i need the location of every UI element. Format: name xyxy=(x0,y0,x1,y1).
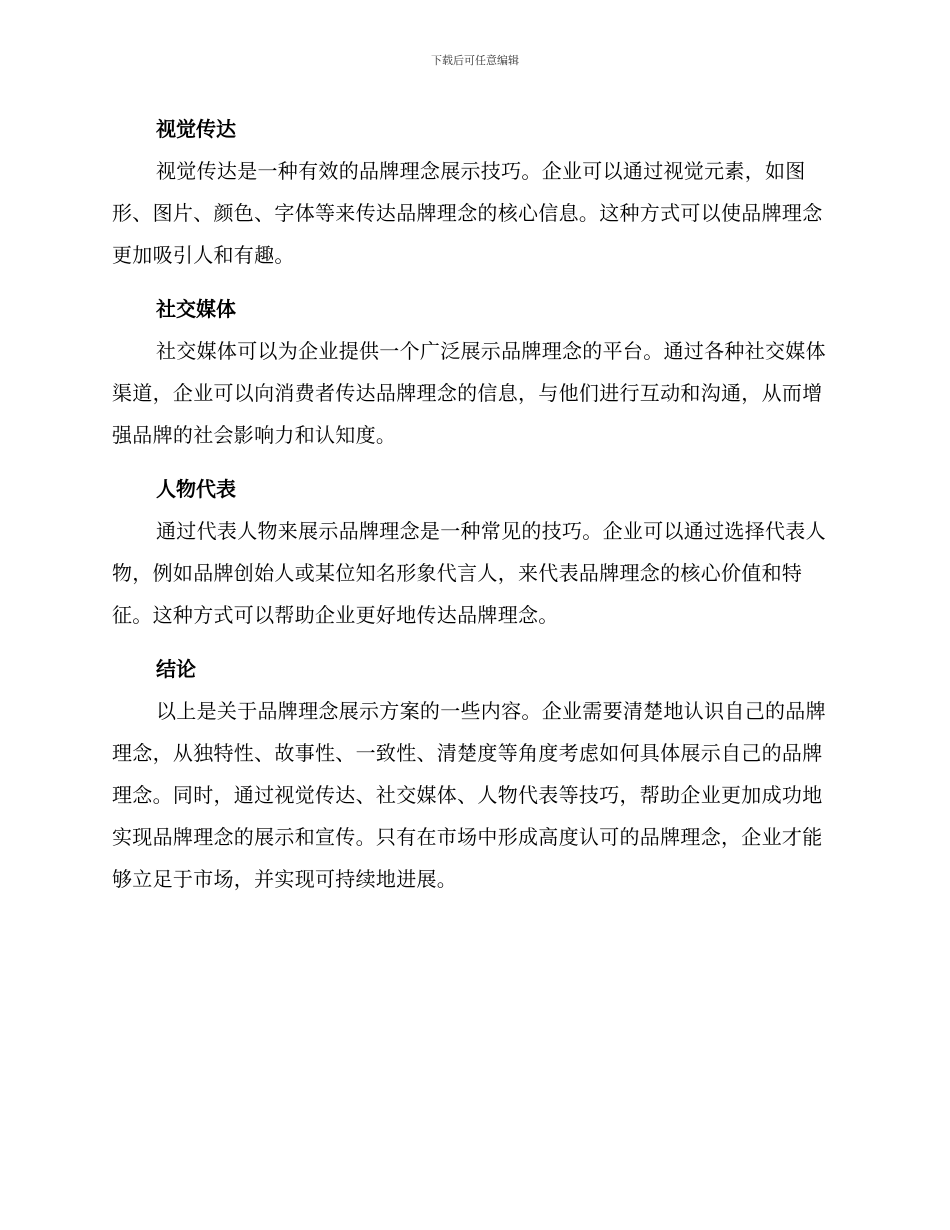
section-heading-visual-communication: 视觉传达 xyxy=(156,117,236,141)
section-heading-representative-figure: 人物代表 xyxy=(156,477,236,501)
section-paragraph-representative-figure: 通过代表人物来展示品牌理念是一种常见的技巧。企业可以通过选择代表人物，例如品牌创始人或某位知名形象代言人，来代表品牌理念的核心价值和特征。这种方式可以帮助企业更好地传达品牌理念。 xyxy=(112,519,826,627)
section-paragraph-social-media: 社交媒体可以为企业提供一个广泛展示品牌理念的平台。通过各种社交媒体渠道，企业可以向消费者传达品牌理念的信息，与他们进行互动和沟通，从而增强品牌的社会影响力和认知度。 xyxy=(112,339,826,447)
header-note: 下载后可任意编辑 xyxy=(431,54,519,67)
section-heading-social-media: 社交媒体 xyxy=(156,297,236,321)
document-body xyxy=(112,108,834,912)
section-paragraph-conclusion: 以上是关于品牌理念展示方案的一些内容。企业需要清楚地认识自己的品牌理念，从独特性、故事性、一致性、清楚度等角度考虑如何具体展示自己的品牌理念。同时，通过视觉传达、社交媒体、人物代表等技巧，帮助企业更加成功地实现品牌理念的展示和宣传。只有在市场中形成高度认可的品牌理念，企业才能够立足于市场，并实现可持续地进展。 xyxy=(112,699,826,891)
section-paragraph-visual-communication: 视觉传达是一种有效的品牌理念展示技巧。企业可以通过视觉元素，如图形、图片、颜色、字体等来传达品牌理念的核心信息。这种方式可以使品牌理念更加吸引人和有趣。 xyxy=(112,159,823,267)
section-heading-conclusion: 结论 xyxy=(156,657,196,681)
